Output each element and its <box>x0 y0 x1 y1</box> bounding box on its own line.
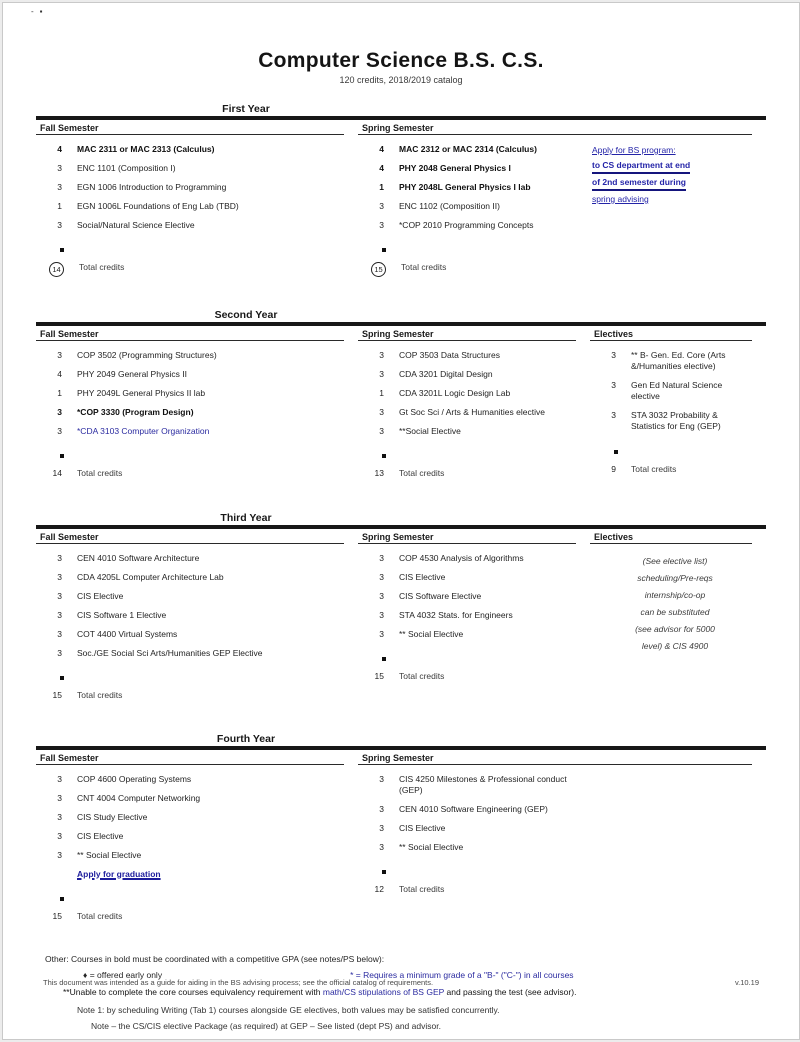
credit-hours: 3 <box>611 350 616 361</box>
footnote-line: Note 1: by scheduling Writing (Tab 1) courses alongside GE electives, both values may be satisfied concurrently. <box>77 1005 500 1016</box>
section-third-year <box>36 512 766 709</box>
total-row <box>36 262 358 277</box>
credit-hours: 3 <box>57 182 62 193</box>
semester-columns <box>36 529 766 709</box>
course-label: PHY 2048 General Physics I <box>399 163 511 174</box>
section-second-year <box>36 309 766 487</box>
course-label: Soc./GE Social Sci Arts/Humanities GEP Elective <box>77 647 263 658</box>
course-row <box>590 410 766 432</box>
credit-hours: 3 <box>57 426 62 437</box>
column-header: Spring Semester <box>358 750 752 765</box>
course-label: EGN 1006L Foundations of Eng Lab (TBD) <box>77 201 239 212</box>
course-label: CEN 4010 Software Architecture <box>77 552 200 563</box>
scan-artifact: -▪ <box>31 7 49 16</box>
course-label: *CDA 3103 Computer Organization <box>77 426 210 437</box>
course-rows <box>358 341 590 479</box>
admission-note-link[interactable]: to CS department at end <box>592 158 690 174</box>
footer-disclaimer: This document was intended as a guide for aiding in the BS advising process; see the official catalog of requirements. <box>43 978 434 987</box>
page-footer <box>43 978 759 987</box>
course-row <box>358 774 766 796</box>
total-label: Total credits <box>79 262 125 273</box>
course-row <box>36 629 358 640</box>
course-row <box>358 553 590 564</box>
course-row <box>358 426 590 437</box>
course-row <box>36 388 358 399</box>
course-row <box>36 850 358 861</box>
credit-hours: 1 <box>57 388 62 399</box>
advisor-note-line: internship/co-op <box>644 589 706 600</box>
column-header: Fall Semester <box>36 750 344 765</box>
credit-hours: 3 <box>57 628 62 639</box>
apply-graduation-row <box>36 869 358 880</box>
column-header: Fall Semester <box>36 326 344 341</box>
credit-hours: 3 <box>57 350 62 361</box>
admission-note <box>592 143 760 207</box>
course-rows <box>36 765 358 922</box>
column-header: Electives <box>590 529 752 544</box>
total-credits: 9 <box>611 463 616 474</box>
total-label: Total credits <box>399 468 445 479</box>
column-header: Fall Semester <box>36 120 344 135</box>
column-electives <box>590 529 766 709</box>
credit-hours: 3 <box>57 811 62 822</box>
column-fall-semester <box>36 750 358 930</box>
footnote-diamond-legend: ♦ = offered early only <box>83 970 163 981</box>
page-subtitle: 120 credits, 2018/2019 catalog <box>339 75 463 85</box>
course-row <box>358 629 590 640</box>
column-header: Electives <box>590 326 752 341</box>
sections <box>3 103 799 930</box>
bullet-marker-row <box>382 861 766 879</box>
credit-hours <box>36 869 62 880</box>
column-spring-semester <box>358 529 590 709</box>
course-rows <box>590 341 766 474</box>
credit-hours: 4 <box>379 163 384 174</box>
bullet-marker-row <box>382 648 590 666</box>
total-row <box>590 464 766 475</box>
bullet-marker-row <box>60 888 358 906</box>
course-row <box>358 369 590 380</box>
column-header: Spring Semester <box>358 326 576 341</box>
course-row <box>358 610 590 621</box>
course-row <box>358 823 766 834</box>
bullet-marker <box>382 657 386 661</box>
course-row <box>36 369 358 380</box>
credit-hours: 3 <box>611 410 616 421</box>
course-label: CIS Elective <box>399 822 446 833</box>
course-row <box>36 831 358 842</box>
course-label: ** Social Elective <box>77 850 142 861</box>
credit-hours: 4 <box>57 144 62 154</box>
credit-hours: 3 <box>379 609 384 620</box>
credit-hours: 3 <box>379 628 384 639</box>
advisor-note-line: (see advisor for 5000 <box>635 623 715 634</box>
bullet-marker <box>382 248 386 252</box>
course-row <box>36 572 358 583</box>
course-row <box>36 774 358 785</box>
credit-hours: 3 <box>379 220 384 231</box>
course-rows <box>358 765 766 895</box>
admission-note-link[interactable]: Apply for BS program: <box>592 145 676 155</box>
course-rows <box>590 544 766 655</box>
course-row <box>36 220 358 231</box>
credit-hours: 1 <box>57 201 62 212</box>
course-row <box>36 182 358 193</box>
credit-hours: 3 <box>57 571 62 582</box>
credit-hours: 3 <box>379 803 384 814</box>
course-row <box>36 793 358 804</box>
total-credits: 15 <box>371 262 386 277</box>
footnotes-block <box>43 954 759 1031</box>
credit-hours: 3 <box>57 407 62 418</box>
section-first-year <box>36 103 766 285</box>
course-row <box>358 220 766 231</box>
credit-hours: 3 <box>379 822 384 833</box>
total-row <box>358 671 590 682</box>
credit-hours: 3 <box>57 773 62 784</box>
course-label: *COP 2010 Programming Concepts <box>399 220 534 231</box>
total-credits: 15 <box>52 689 62 700</box>
column-fall-semester <box>36 529 358 709</box>
course-row <box>36 426 358 437</box>
course-row <box>36 591 358 602</box>
course-label: CIS Elective <box>77 830 124 841</box>
course-label: Gt Soc Sci / Arts & Humanities elective <box>399 407 545 418</box>
course-label: STA 4032 Stats. for Engineers <box>399 609 513 620</box>
course-label-line2: (GEP) <box>399 784 423 795</box>
credit-hours: 4 <box>379 144 384 154</box>
bullet-marker <box>60 676 64 680</box>
credit-hours: 3 <box>379 773 384 784</box>
advisor-note-line: can be substituted <box>640 606 710 617</box>
course-label: CIS Elective <box>77 590 124 601</box>
total-row <box>358 468 590 479</box>
credit-hours: 3 <box>57 552 62 563</box>
course-label: CIS Study Elective <box>77 811 148 822</box>
course-label: Social/Natural Science Elective <box>77 220 195 231</box>
course-label: CDA 3201L Logic Design Lab <box>399 388 511 399</box>
bullet-marker-row <box>60 239 358 257</box>
semester-columns <box>36 750 766 930</box>
course-label: PHY 2049L General Physics II lab <box>77 388 206 399</box>
course-row <box>358 350 590 361</box>
course-row <box>358 591 590 602</box>
credit-hours: 3 <box>57 792 62 803</box>
bullet-marker-row <box>382 239 766 257</box>
advisor-note-line: (See elective list) <box>642 555 708 566</box>
apply-graduation-link[interactable]: Apply for graduation <box>77 869 161 880</box>
column-header: Fall Semester <box>36 529 344 544</box>
course-row <box>590 380 766 402</box>
total-credits: 14 <box>49 262 64 277</box>
section-title: Fourth Year <box>216 732 276 745</box>
advisor-note-line: level) & CIS 4900 <box>641 640 709 651</box>
course-label: CIS Software 1 Elective <box>77 609 167 620</box>
course-rows <box>36 544 358 701</box>
degree-plan-page <box>2 2 800 1040</box>
section-fourth-year <box>36 733 766 930</box>
admission-note-link[interactable]: spring advising <box>592 194 649 204</box>
bullet-marker <box>60 454 64 458</box>
footnote-asterisk-legend: * = Requires a minimum grade of a "B-" ("C-") in all courses <box>350 970 574 981</box>
column-spring-semester <box>358 326 590 487</box>
course-row <box>358 572 590 583</box>
course-rows <box>36 135 358 277</box>
credit-hours: 3 <box>379 407 384 418</box>
footnote-line: **Unable to complete the core courses equivalency requirement with math/CS stipulations of BS GEP and passing the test (see advisor). <box>63 987 577 998</box>
total-row <box>36 911 358 922</box>
credit-hours: 3 <box>57 220 62 231</box>
credit-hours: 3 <box>57 163 62 174</box>
total-row <box>358 262 766 277</box>
course-label: CDA 4205L Computer Architecture Lab <box>77 571 224 582</box>
page-title: Computer Science B.S. C.S. <box>258 49 544 72</box>
footnote-line: Other: Courses in bold must be coordinated with a competitive GPA (see notes/PS below): <box>45 954 385 965</box>
total-label: Total credits <box>77 911 123 922</box>
section-title: Third Year <box>220 511 272 524</box>
course-row <box>36 610 358 621</box>
column-header: Spring Semester <box>358 120 752 135</box>
total-credits: 15 <box>374 670 384 681</box>
column-spring-semester <box>358 750 766 930</box>
credit-hours: 3 <box>611 380 616 391</box>
credit-hours: 3 <box>57 590 62 601</box>
advisor-note-line: scheduling/Pre-reqs <box>637 572 713 583</box>
course-row <box>358 804 766 815</box>
course-row <box>36 350 358 361</box>
admission-note-link[interactable]: of 2nd semester during <box>592 175 686 191</box>
total-row <box>36 468 358 479</box>
course-row <box>36 407 358 418</box>
credit-hours: 3 <box>379 571 384 582</box>
bullet-marker-row <box>60 667 358 685</box>
total-row <box>36 690 358 701</box>
course-label: PHY 2048L General Physics I lab <box>399 182 531 193</box>
course-label: PHY 2049 General Physics II <box>77 369 187 380</box>
credit-hours: 4 <box>57 369 62 380</box>
course-label: **Social Elective <box>399 426 461 437</box>
column-fall-semester <box>36 326 358 487</box>
total-label: Total credits <box>77 689 123 700</box>
semester-columns <box>36 326 766 487</box>
total-label: Total credits <box>399 884 445 895</box>
course-label: MAC 2312 or MAC 2314 (Calculus) <box>399 144 537 154</box>
course-rows <box>36 341 358 479</box>
course-row <box>36 163 358 174</box>
bullet-marker <box>60 248 64 252</box>
course-rows <box>358 544 590 682</box>
credit-hours: 3 <box>57 647 62 658</box>
total-label: Total credits <box>631 463 677 474</box>
bullet-marker <box>382 870 386 874</box>
course-label: *COP 3330 (Program Design) <box>77 407 194 418</box>
total-row <box>358 884 766 895</box>
course-row <box>36 553 358 564</box>
bullet-marker <box>382 454 386 458</box>
course-label: COP 3502 (Programming Structures) <box>77 350 217 361</box>
course-row <box>358 842 766 853</box>
course-label: COP 4600 Operating Systems <box>77 773 192 784</box>
course-label: CNT 4004 Computer Networking <box>77 792 201 803</box>
course-label: ENC 1101 (Composition I) <box>77 163 176 174</box>
credit-hours: 3 <box>57 830 62 841</box>
course-label: CIS Elective <box>399 571 446 582</box>
section-title: Second Year <box>214 309 278 322</box>
total-credits: 14 <box>52 468 62 479</box>
credit-hours: 3 <box>379 552 384 563</box>
course-row <box>36 812 358 823</box>
course-row <box>36 201 358 212</box>
footnote-line: Note – the CS/CIS elective Package (as required) at GEP – See listed (dept PS) and advisor. <box>91 1021 441 1032</box>
course-row <box>36 648 358 659</box>
total-credits: 15 <box>52 911 62 922</box>
credit-hours: 3 <box>379 426 384 437</box>
course-label: CEN 4010 Software Engineering (GEP) <box>399 803 548 814</box>
credit-hours: 1 <box>379 388 384 399</box>
total-label: Total credits <box>399 670 445 681</box>
bullet-marker-row <box>614 441 766 459</box>
course-row <box>590 350 766 372</box>
course-label: CIS Software Elective <box>399 590 482 601</box>
course-label: COP 3503 Data Structures <box>399 350 500 361</box>
total-label: Total credits <box>401 262 447 273</box>
course-label: EGN 1006 Introduction to Programming <box>77 182 227 193</box>
bullet-marker <box>614 450 618 454</box>
column-fall-semester <box>36 120 358 285</box>
course-row <box>358 407 590 418</box>
total-label: Total credits <box>77 468 123 479</box>
total-credits: 12 <box>374 884 384 895</box>
course-label: CDA 3201 Digital Design <box>399 369 493 380</box>
course-label: ** Social Elective <box>399 628 464 639</box>
credit-hours: 1 <box>379 182 384 193</box>
credit-hours: 3 <box>379 842 384 853</box>
course-row <box>36 144 358 155</box>
credit-hours: 3 <box>57 609 62 620</box>
course-row <box>358 388 590 399</box>
credit-hours: 3 <box>379 590 384 601</box>
course-label: ENC 1102 (Composition II) <box>399 201 500 212</box>
bullet-marker-row <box>382 445 590 463</box>
credit-hours: 3 <box>379 369 384 380</box>
credit-hours: 3 <box>57 850 62 861</box>
total-credits: 13 <box>374 468 384 479</box>
course-label: COP 4530 Analysis of Algorithms <box>399 552 524 563</box>
column-electives <box>590 326 766 487</box>
bullet-marker-row <box>60 445 358 463</box>
course-label: ** Social Elective <box>399 842 464 853</box>
credit-hours: 3 <box>379 350 384 361</box>
course-label: MAC 2311 or MAC 2313 (Calculus) <box>77 144 215 154</box>
credit-hours: 3 <box>379 201 384 212</box>
column-header: Spring Semester <box>358 529 576 544</box>
bullet-marker <box>60 897 64 901</box>
course-label: STA 3032 Probability & Statistics for Eng (GEP) <box>631 410 721 432</box>
course-label: COT 4400 Virtual Systems <box>77 628 178 639</box>
course-label: ** B- Gen. Ed. Core (Arts &/Humanities elective) <box>631 350 726 372</box>
course-label: CIS 4250 Milestones & Professional conduct (GEP) <box>399 773 567 795</box>
footer-version: v.10.19 <box>734 978 759 987</box>
course-label: Gen Ed Natural Science elective <box>631 380 723 402</box>
section-title: First Year <box>222 103 270 115</box>
